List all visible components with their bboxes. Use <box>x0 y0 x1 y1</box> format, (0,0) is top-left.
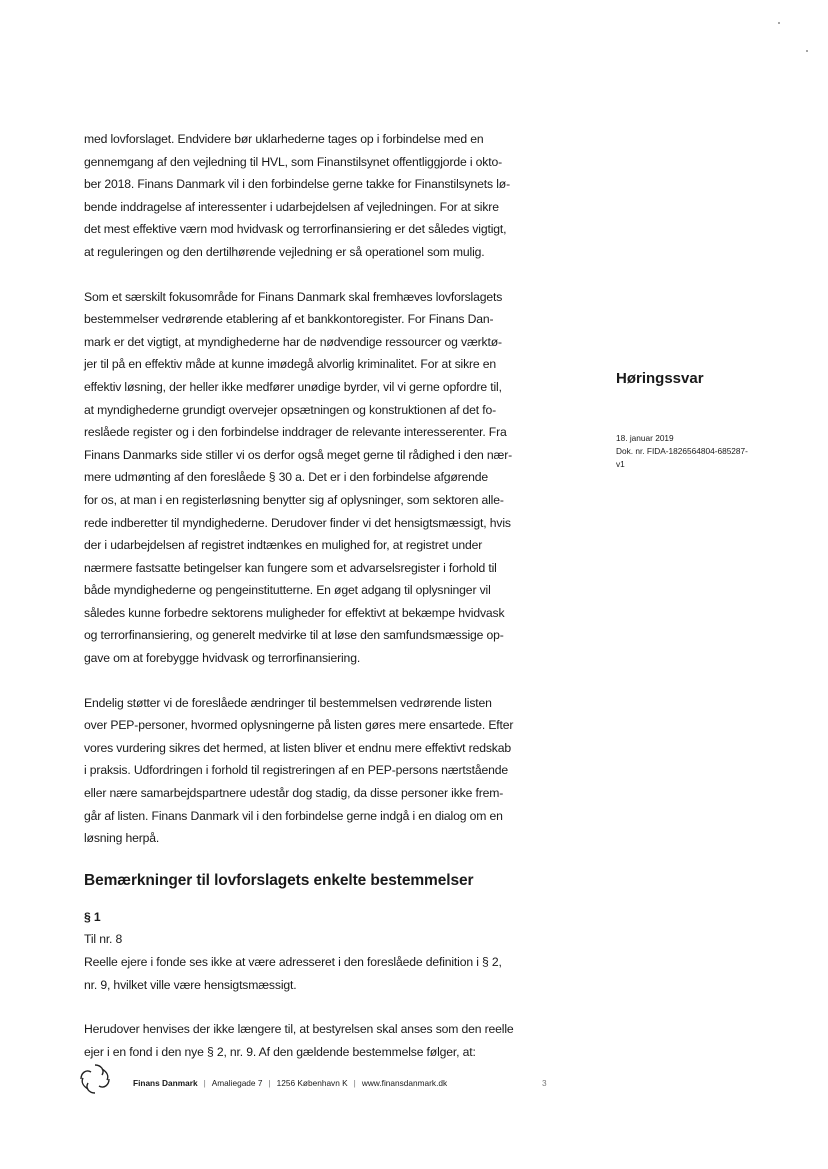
text-line: reslåede register og i den forbindelse inddrager de relevante interesserenter. Fra <box>84 425 507 440</box>
document-version: v1 <box>616 459 625 469</box>
text-line: vores vurdering sikres det hermed, at listen bliver et endnu mere effektivt redskab <box>84 740 511 755</box>
page-footer <box>78 1062 578 1102</box>
section-heading: Bemærkninger til lovforslagets enkelte bestemmelser <box>84 871 474 889</box>
text-line: mere udmønting af den foreslåede § 30 a. Det er i den forbindelse afgørende <box>84 470 489 485</box>
text-line: Reelle ejere i fonde ses ikke at være adresseret i den foreslåede definition i § 2, <box>84 955 502 969</box>
text-line: bestemmelser vedrørende etablering af et bankkontoregister. For Finans Dan- <box>84 312 494 327</box>
til-nr-label: Til nr. 8 <box>84 932 123 947</box>
paragraph-5 <box>84 1018 569 1063</box>
text-line: mark er det vigtigt, at myndighederne har de nødvendige ressourcer og værktø- <box>84 334 502 349</box>
text-line: ber 2018. Finans Danmark vil i den forbindelse gerne takke for Finanstilsynets lø- <box>84 177 510 192</box>
text-line: går af listen. Finans Danmark vil i den forbindelse gerne indgå i en dialog om en <box>84 808 503 823</box>
paragraph-3 <box>84 692 569 850</box>
footer-website-link[interactable]: www.finansdanmark.dk <box>361 1078 448 1088</box>
paragraph-2 <box>84 286 569 670</box>
text-line: over PEP-personer, hvormed oplysningerne på listen gøres mere ensartede. Efter <box>84 718 514 733</box>
text-line: med lovforslaget. Endvidere bør uklarhederne tages op i forbindelse med en <box>84 132 484 146</box>
text-line: i praksis. Udfordringen i forhold til registreringen af en PEP-persons nærtstående <box>84 763 508 778</box>
text-line: ejer i en fond i den nye § 2, nr. 9. Af den gældende bestemmelse følger, at: <box>84 1044 476 1059</box>
text-line: Finans Danmarks side stiller vi os derfor også meget gerne til rådighed i den nær- <box>84 447 513 462</box>
text-line: der i udarbejdelsen af registret indtænkes en mulighed for, at registret under <box>84 538 483 553</box>
scan-speck <box>778 22 780 24</box>
text-line: Endelig støtter vi de foreslåede ændringer til bestemmelsen vedrørende listen <box>84 695 492 710</box>
text-line: for os, at man i en registerløsning benytter sig af oplysninger, som sektoren alle- <box>84 492 504 507</box>
text-line: at myndighederne grundigt overvejer opsætningen og konstruktionen af det fo- <box>84 402 497 417</box>
text-line: bende inddragelse af interessenter i udarbejdelsen af vejledningen. For at sikre <box>84 199 499 214</box>
text-line: rede indberetter til myndighederne. Derudover finder vi det hensigtsmæssigt, hvis <box>84 515 511 530</box>
text-line: både myndighederne og pengeinstitutterne. En øget adgang til oplysninger vil <box>84 583 491 598</box>
text-line: effektiv løsning, der heller ikke medfører unødige byrder, vil vi gerne opfordre til, <box>84 379 502 394</box>
document-type-title: Høringssvar <box>616 370 704 387</box>
text-line: gennemgang af den vejledning til HVL, som Finanstilsynet offentliggjorde i okto- <box>84 154 502 169</box>
finans-danmark-logo-icon <box>78 1062 112 1096</box>
footer-city: 1256 København K <box>276 1078 348 1088</box>
text-line: nr. 9, hvilket ville være hensigtsmæssigt. <box>84 977 297 992</box>
text-line: at reguleringen og den dertilhørende vejledning er så operationel som mulig. <box>84 244 485 259</box>
text-line: og terrorfinansiering, og generelt medvirke til at løse den samfundsmæssige op- <box>84 628 504 643</box>
footer-brand: Finans Danmark <box>133 1078 198 1088</box>
text-line: jer til på en effektiv måde at kunne imødegå alvorlig kriminalitet. For at sikre en <box>84 357 497 372</box>
paragraph-sign: § 1 <box>84 909 101 924</box>
document-meta <box>616 432 796 471</box>
text-line: løsning herpå. <box>84 831 160 846</box>
main-text-column <box>84 128 569 1063</box>
page-number: 3 <box>542 1078 547 1088</box>
document-date: 18. januar 2019 <box>616 433 674 443</box>
footer-address-line: Finans Danmark | Amaliegade 7 | 1256 København K | www.finansdanmark.dk <box>133 1078 448 1088</box>
text-line: gave om at forebygge hvidvask og terrorfinansiering. <box>84 651 361 666</box>
scan-speck <box>806 50 808 52</box>
text-line: det mest effektive værn mod hvidvask og terrorfinansiering er det således vigtigt, <box>84 222 507 237</box>
footer-street: Amaliegade 7 <box>211 1078 263 1088</box>
text-line: eller nære samarbejdspartnere udestår dog stadig, da disse personer ikke frem- <box>84 786 504 801</box>
text-line: nærmere fastsatte betingelser kan fungere som et advarselsregister i forhold til <box>84 560 497 575</box>
text-line: Som et særskilt fokusområde for Finans Danmark skal fremhæves lovforslagets <box>84 289 503 304</box>
document-number: Dok. nr. FIDA-1826564804-685287- <box>616 446 748 456</box>
paragraph-1 <box>84 128 569 264</box>
text-line: Herudover henvises der ikke længere til, at bestyrelsen skal anses som den reelle <box>84 1022 514 1037</box>
side-column <box>616 369 796 471</box>
text-line: således kunne forbedre sektorens muligheder for effektivt at bekæmpe hvidvask <box>84 605 505 620</box>
paragraph-4 <box>84 951 569 996</box>
